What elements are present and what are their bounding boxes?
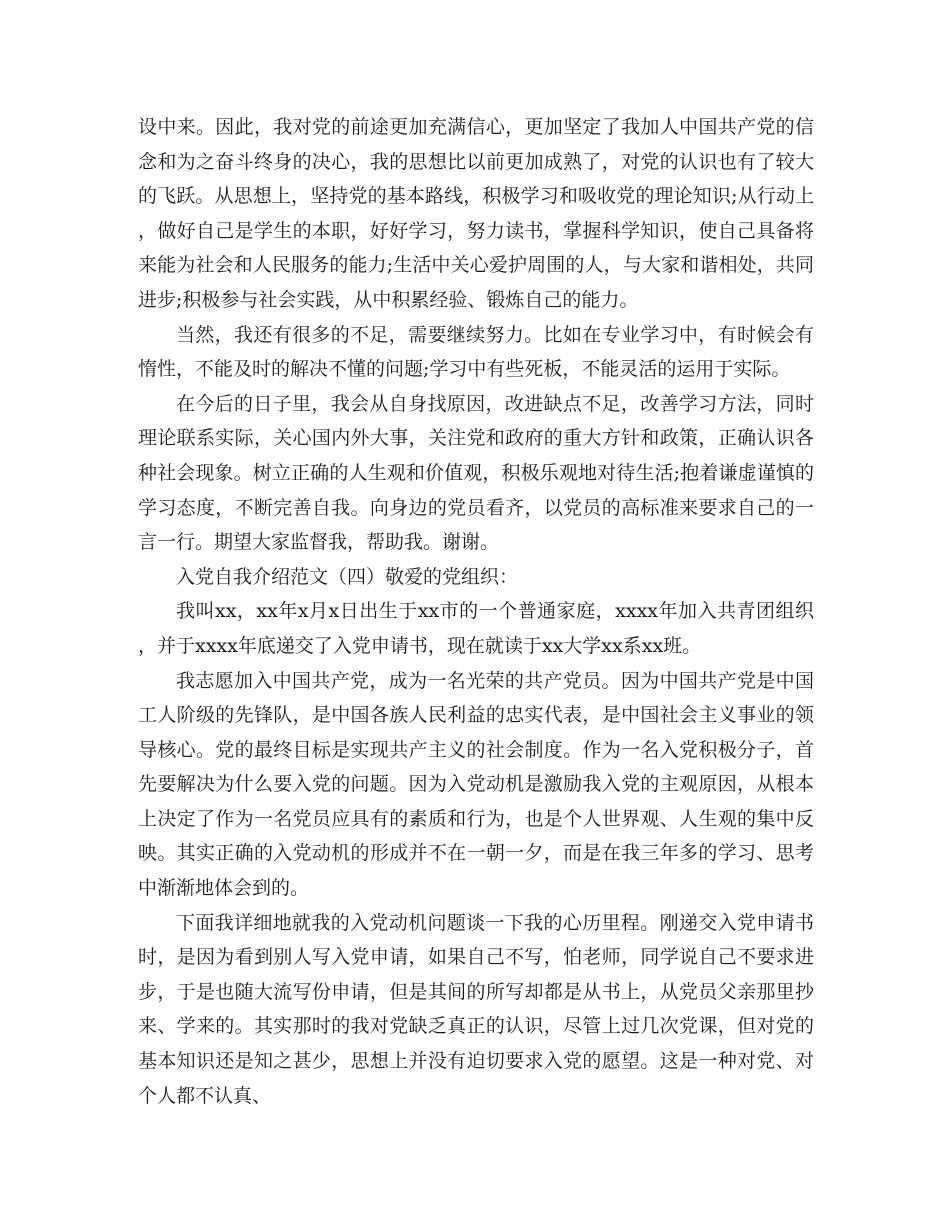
paragraph-1: 设中来。因此，我对党的前途更加充满信心，更加坚定了我加人中国共产党的信念和为之奋斗终身的决心，我的思想比以前更加成熟了，对党的认识也有了较大的飞跃。从思想上，坚持党的基本路线，积极学习和吸收党的理论知识;从行动上，做好自己是学生的本职，好好学习，努力读书，掌握科学知识，使自己具备将来能为社会和人民服务的能力;生活中关心爱护周围的人，与大家和谐相处，共同进步;积极参与社会实践，从中积累经验、锻炼自己的能力。 — [138, 116, 814, 311]
section-heading: 入党自我介绍范文（四）敬爱的党组织： — [176, 565, 519, 588]
paragraph-7: 下面我详细地就我的入党动机问题谈一下我的心历里程。刚递交入党申请书时，是因为看到别人写入党申请，如果自己不写，怕老师，同学说自己不要求进步，于是也随大流写份申请，但是其间的所写却都是从书上，从党员父亲那里抄来、学来的。其实那时的我对党缺乏真正的认识，尽管上过几次党课，但对党的基本知识还是知之甚少，思想上并没有迫切要求入党的愿望。这是一种对党、对个人都不认真、 — [138, 911, 814, 1107]
paragraph-5: 我叫xx，xx年x月x日出生于xx市的一个普通家庭，xxxx年加入共青团组织，并于xxxx年底递交了入党申请书，现在就读于xx大学xx系xx班。 — [138, 600, 814, 657]
paragraph-6: 我志愿加入中国共产党，成为一名光荣的共产党员。因为中国共产党是中国工人阶级的先锋队，是中国各族人民利益的忠实代表，是中国社会主义事业的领导核心。党的最终目标是实现共产主义的社会制度。作为一名入党积极分子，首先要解决为什么要入党的问题。因为入党动机是激励我入党的主观原因，从根本上决定了作为一名党员应具有的素质和行为，也是个人世界观、人生观的集中反映。其实正确的入党动机的形成并不在一朝一夕，而是在我三年多的学习、思考中渐渐地体会到的。 — [138, 669, 814, 900]
document-body — [138, 110, 814, 1113]
paragraph-3: 在今后的日子里，我会从自身找原因，改进缺点不足，改善学习方法，同时理论联系实际，关心国内外大事，关注党和政府的重大方针和政策，正确认识各种社会现象。树立正确的人生观和价值观，积极乐观地对待生活;抱着谦虚谨慎的学习态度，不断完善自我。向身边的党员看齐，以党员的高标准来要求自己的一言一行。期望大家监督我，帮助我。谢谢。 — [138, 392, 814, 554]
paragraph-2: 当然，我还有很多的不足，需要继续努力。比如在专业学习中，有时候会有惰性，不能及时的解决不懂的问题;学习中有些死板，不能灵活的运用于实际。 — [138, 323, 814, 381]
